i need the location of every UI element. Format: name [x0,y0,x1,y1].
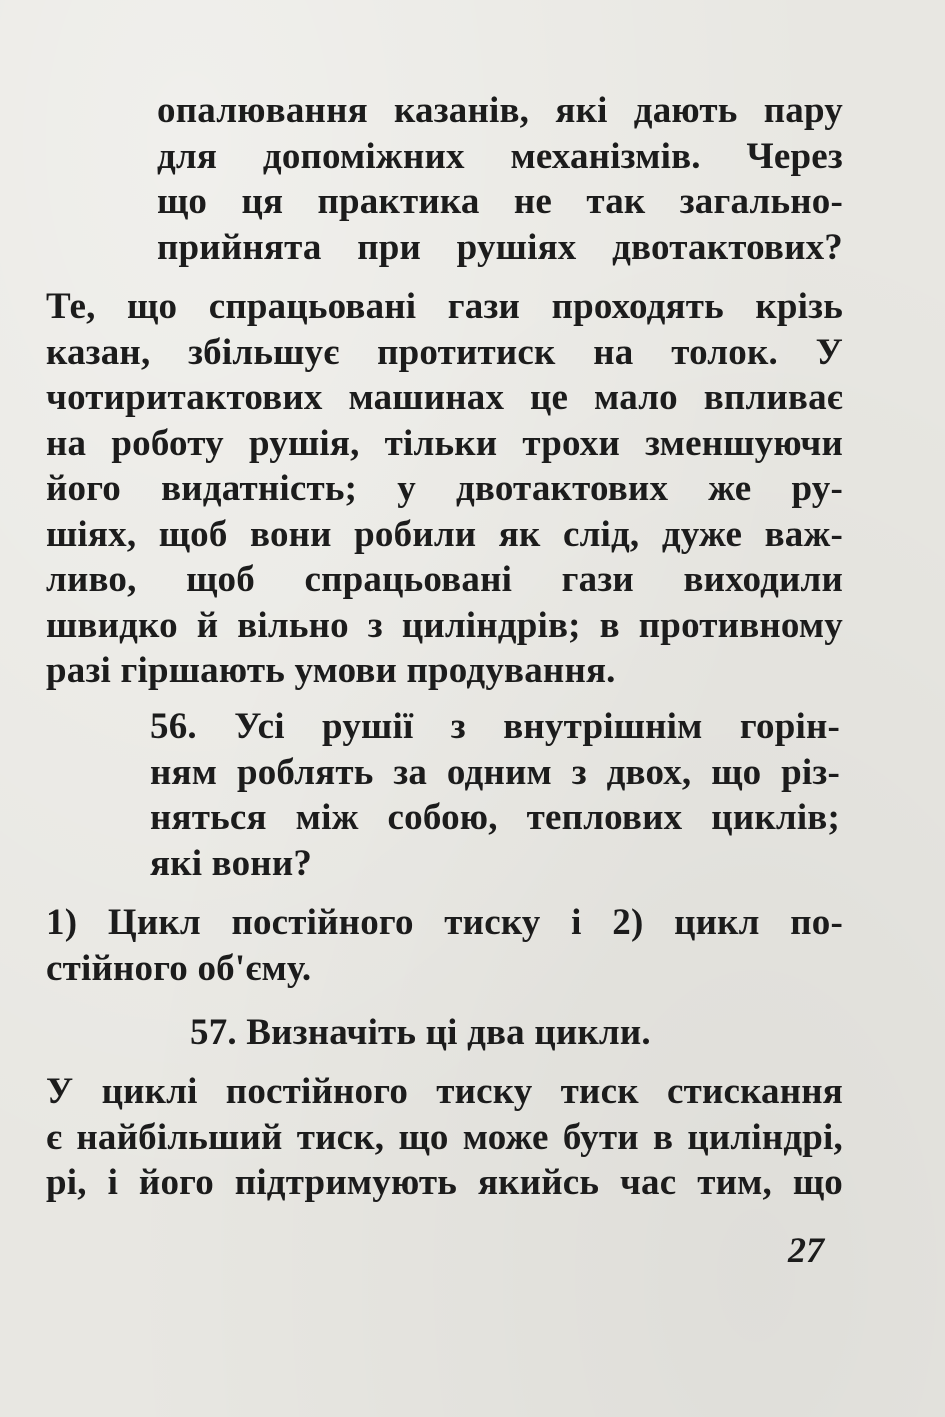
text-line: рі, і його підтримують якийсь час тим, що [46,1162,843,1203]
page-number: 27 [788,1230,824,1270]
text-line: прийнята при рушіях двотактових? [157,226,843,268]
question-56 [150,704,840,886]
text-line: є найбільший тиск, що може бути в циліндрі, [46,1116,843,1158]
answer-paragraph-55 [46,284,843,694]
text-line: що ця практика не так загально- [157,181,843,222]
text-line: чотиритактових машинах це мало впливає [46,377,843,418]
text-line: опалювання казанів, які дають пару [157,90,843,131]
text-line: шіях, щоб вони робили як слід, дуже важ- [46,513,843,555]
text-line: 57. Визначіть ці два цикли. [190,1012,651,1053]
text-line: які вони? [150,842,313,884]
text-line: стійного об'єму. [46,947,312,989]
text-line: 1) Цикл постійного тиску і 2) цикл по- [46,902,843,943]
text-line: У циклі постійного тиску тиск стискання [46,1071,843,1112]
text-line: його видатність; у двотактових же ру- [46,468,843,509]
text-line: разі гіршають умови продування. [46,650,616,691]
answer-paragraph-57 [46,1069,843,1206]
text-line: 56. Усі рушії з внутрішнім горін- [150,706,840,747]
text-line: на роботу рушія, тільки трохи зменшуючи [46,422,843,464]
answer-paragraph-56 [46,900,843,991]
text-line: няться між собою, теплових циклів; [150,797,840,838]
text-line: ливо, щоб спрацьовані гази виходили [46,559,843,600]
text-line: швидко й вільно з циліндрів; в противному [46,604,843,646]
text-line: Те, що спрацьовані гази проходять крізь [46,286,843,327]
continued-paragraph [157,88,843,270]
question-57 [190,1010,850,1056]
text-line: казан, збільшує протитиск на толок. У [46,331,843,373]
text-line: ням роблять за одним з двох, що різ- [150,751,840,793]
text-line: для допоміжних механізмів. Через [157,135,843,177]
